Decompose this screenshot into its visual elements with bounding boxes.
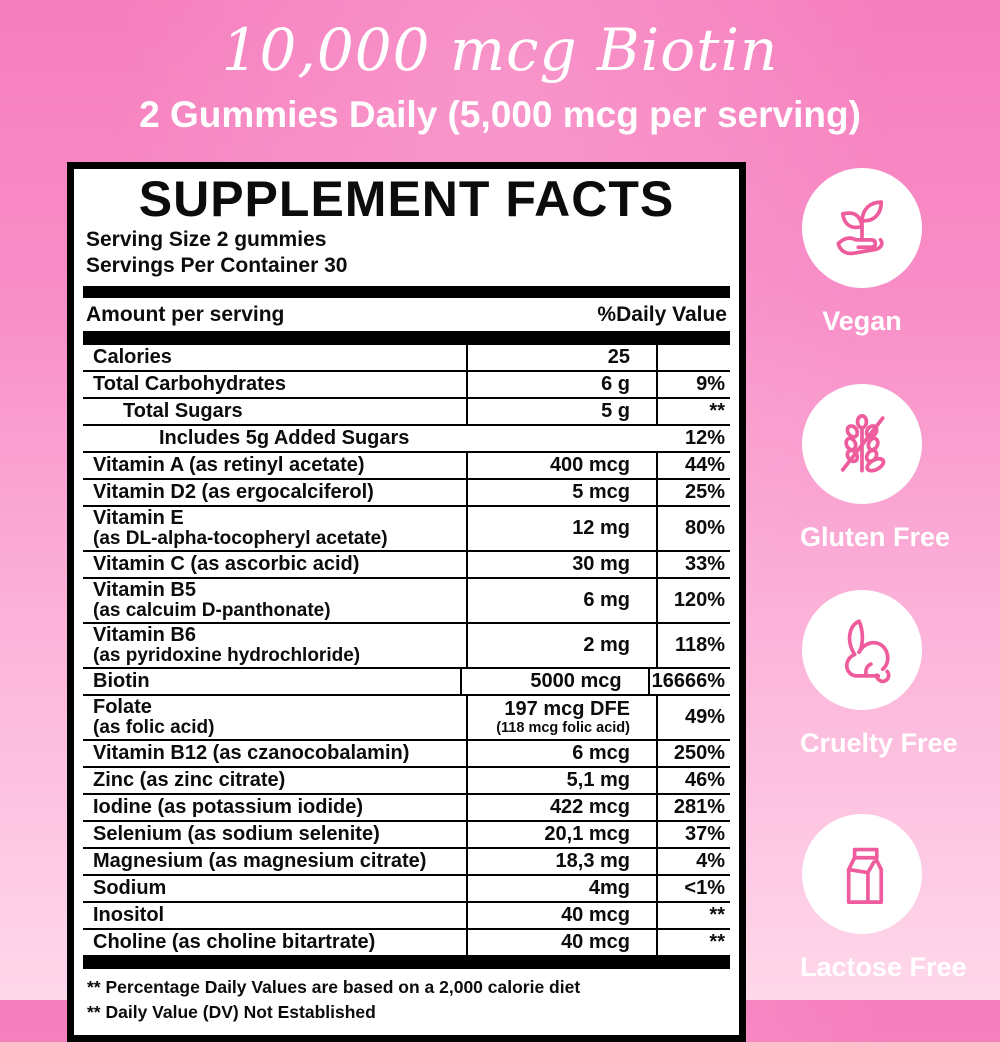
- supplement-facts-panel: [67, 162, 746, 1042]
- nutrient-daily-value: [658, 345, 730, 370]
- nutrient-amount: 4mg: [466, 876, 658, 901]
- nutrient-name: Vitamin A (as retinyl acetate): [93, 454, 365, 476]
- nutrient-amount: 40 mcg: [466, 903, 658, 928]
- nutrient-name: Inositol: [93, 904, 165, 926]
- nutrient-daily-value: **: [709, 904, 725, 926]
- badge-label: Cruelty Free: [800, 728, 958, 758]
- nutrient-daily-value: 4%: [696, 850, 725, 872]
- nutrient-amount: 5 g: [466, 399, 658, 424]
- nutrient-amount: 6 g: [466, 372, 658, 397]
- nutrient-name: Total Sugars: [123, 400, 243, 422]
- nutrient-daily-value: 33%: [684, 553, 725, 575]
- nutrient-amount: 422 mcg: [466, 795, 658, 820]
- nutrient-name: Selenium (as sodium selenite): [93, 823, 380, 845]
- table-row: [83, 453, 730, 480]
- nutrient-daily-value: 281%: [673, 796, 725, 818]
- table-row: [83, 579, 730, 624]
- nutrient-name: Folate (as folic acid): [93, 696, 215, 738]
- servings-per-container: Servings Per Container 30: [86, 254, 348, 277]
- nutrient-daily-value: 46%: [684, 769, 725, 791]
- footnote-daily-values: ** Percentage Daily Values are based on a 2,000 calorie diet: [87, 977, 581, 997]
- nutrient-daily-value: 80%: [684, 517, 725, 539]
- badge-gluten-free: [800, 384, 951, 553]
- nutrient-amount: 30 mg: [466, 552, 658, 577]
- divider-bar: [83, 331, 730, 345]
- product-title: 10,000 mcg Biotin: [221, 16, 779, 84]
- table-row: [83, 930, 730, 955]
- nutrient-daily-value: 44%: [684, 454, 725, 476]
- nutrient-daily-value: 250%: [673, 742, 725, 764]
- nutrient-name: Biotin: [93, 670, 150, 692]
- nutrient-daily-value: 12%: [684, 427, 725, 449]
- nutrient-daily-value: 25%: [684, 481, 725, 503]
- badge-label: Lactose Free: [800, 952, 967, 982]
- table-row: [83, 822, 730, 849]
- badge-label: Vegan: [822, 306, 902, 336]
- table-row: [83, 849, 730, 876]
- nutrient-amount: 5 mcg: [466, 480, 658, 505]
- table-row: [83, 345, 730, 372]
- serving-size: Serving Size 2 gummies: [86, 228, 327, 251]
- nutrient-daily-value: 9%: [696, 373, 725, 395]
- table-row: [83, 372, 730, 399]
- nutrient-amount: 18,3 mg: [466, 849, 658, 874]
- footnote-dv-not-established: ** Daily Value (DV) Not Established: [87, 1002, 376, 1022]
- table-row: [83, 624, 730, 669]
- nutrient-amount: 25: [466, 345, 658, 370]
- column-header-amount: Amount per serving: [86, 303, 285, 326]
- milk-carton-icon: [825, 837, 899, 911]
- plant-in-hand-icon: [825, 191, 899, 265]
- no-gluten-icon: [825, 407, 899, 481]
- supplement-facts-heading: SUPPLEMENT FACTS: [138, 171, 675, 227]
- badge-vegan: [800, 168, 924, 337]
- nutrient-name: Vitamin B5 (as calcuim D-panthonate): [93, 579, 331, 621]
- nutrient-name: Vitamin B12 (as czanocobalamin): [93, 742, 410, 764]
- nutrient-amount: 6 mcg: [466, 741, 658, 766]
- table-row: [83, 552, 730, 579]
- nutrient-amount: 2 mg: [466, 624, 658, 667]
- nutrient-name: Iodine (as potassium iodide): [93, 796, 364, 818]
- nutrient-amount: 400 mcg: [466, 453, 658, 478]
- nutrient-name: Calories: [93, 346, 172, 368]
- nutrient-name: Sodium: [93, 877, 167, 899]
- nutrient-amount: 20,1 mcg: [466, 822, 658, 847]
- table-row: [83, 480, 730, 507]
- nutrient-name: Vitamin E (as DL-alpha-tocopheryl acetate): [93, 507, 388, 549]
- divider-bar: [83, 286, 730, 298]
- rabbit-icon: [825, 613, 899, 687]
- nutrient-daily-value: **: [709, 931, 725, 953]
- nutrient-name: Vitamin D2 (as ergocalciferol): [93, 481, 374, 503]
- badge-circle: [802, 168, 922, 288]
- table-row: [83, 741, 730, 768]
- nutrient-daily-value: 49%: [684, 706, 725, 728]
- badge-label: Gluten Free: [800, 522, 951, 552]
- divider-bar: [83, 955, 730, 969]
- nutrient-name: Zinc (as zinc citrate): [93, 769, 286, 791]
- table-row: [83, 696, 730, 741]
- nutrient-amount: 12 mg: [466, 507, 658, 550]
- nutrient-amount: 6 mg: [466, 579, 658, 622]
- column-header-daily-value: %Daily Value: [597, 303, 727, 326]
- table-row: [83, 903, 730, 930]
- table-row: [83, 669, 730, 696]
- badge-circle: [802, 814, 922, 934]
- nutrient-amount: 5000 mcg: [460, 669, 649, 694]
- badge-circle: [802, 590, 922, 710]
- table-row: [83, 795, 730, 822]
- nutrient-name: Includes 5g Added Sugars: [159, 427, 410, 449]
- table-row: [83, 399, 730, 426]
- nutrient-daily-value: 3 7%: [684, 823, 725, 845]
- nutrient-amount: 5,1 mg: [466, 768, 658, 793]
- nutrient-name: Total Carbohydrates: [93, 373, 286, 395]
- table-row: [83, 876, 730, 903]
- table-row: [83, 768, 730, 795]
- nutrient-name: Choline (as choline bitartrate): [93, 931, 376, 953]
- nutrient-daily-value: 16666%: [651, 670, 725, 692]
- nutrient-table: [83, 345, 730, 955]
- nutrient-amount: 197 mcg DFE (118 mcg folic acid): [466, 696, 658, 739]
- nutrient-name: Vitamin B6 (as pyridoxine hydrochloride): [93, 624, 361, 666]
- badge-circle: [802, 384, 922, 504]
- nutrient-name: Magnesium (as magnesium citrate): [93, 850, 427, 872]
- nutrient-daily-value: <1%: [684, 877, 725, 899]
- nutrient-daily-value: 120%: [673, 589, 725, 611]
- badge-cruelty-free: [800, 590, 958, 759]
- nutrient-amount: 40 mcg: [466, 930, 658, 955]
- nutrient-name: Vitamin C (as ascorbic acid): [93, 553, 360, 575]
- badge-lactose-free: [800, 814, 967, 983]
- table-row: [83, 507, 730, 552]
- dosage-subtitle: 2 Gummies Daily (5,000 mcg per serving): [139, 94, 861, 135]
- table-row: [83, 426, 730, 453]
- nutrient-daily-value: **: [709, 400, 725, 422]
- nutrient-daily-value: 118%: [674, 634, 725, 656]
